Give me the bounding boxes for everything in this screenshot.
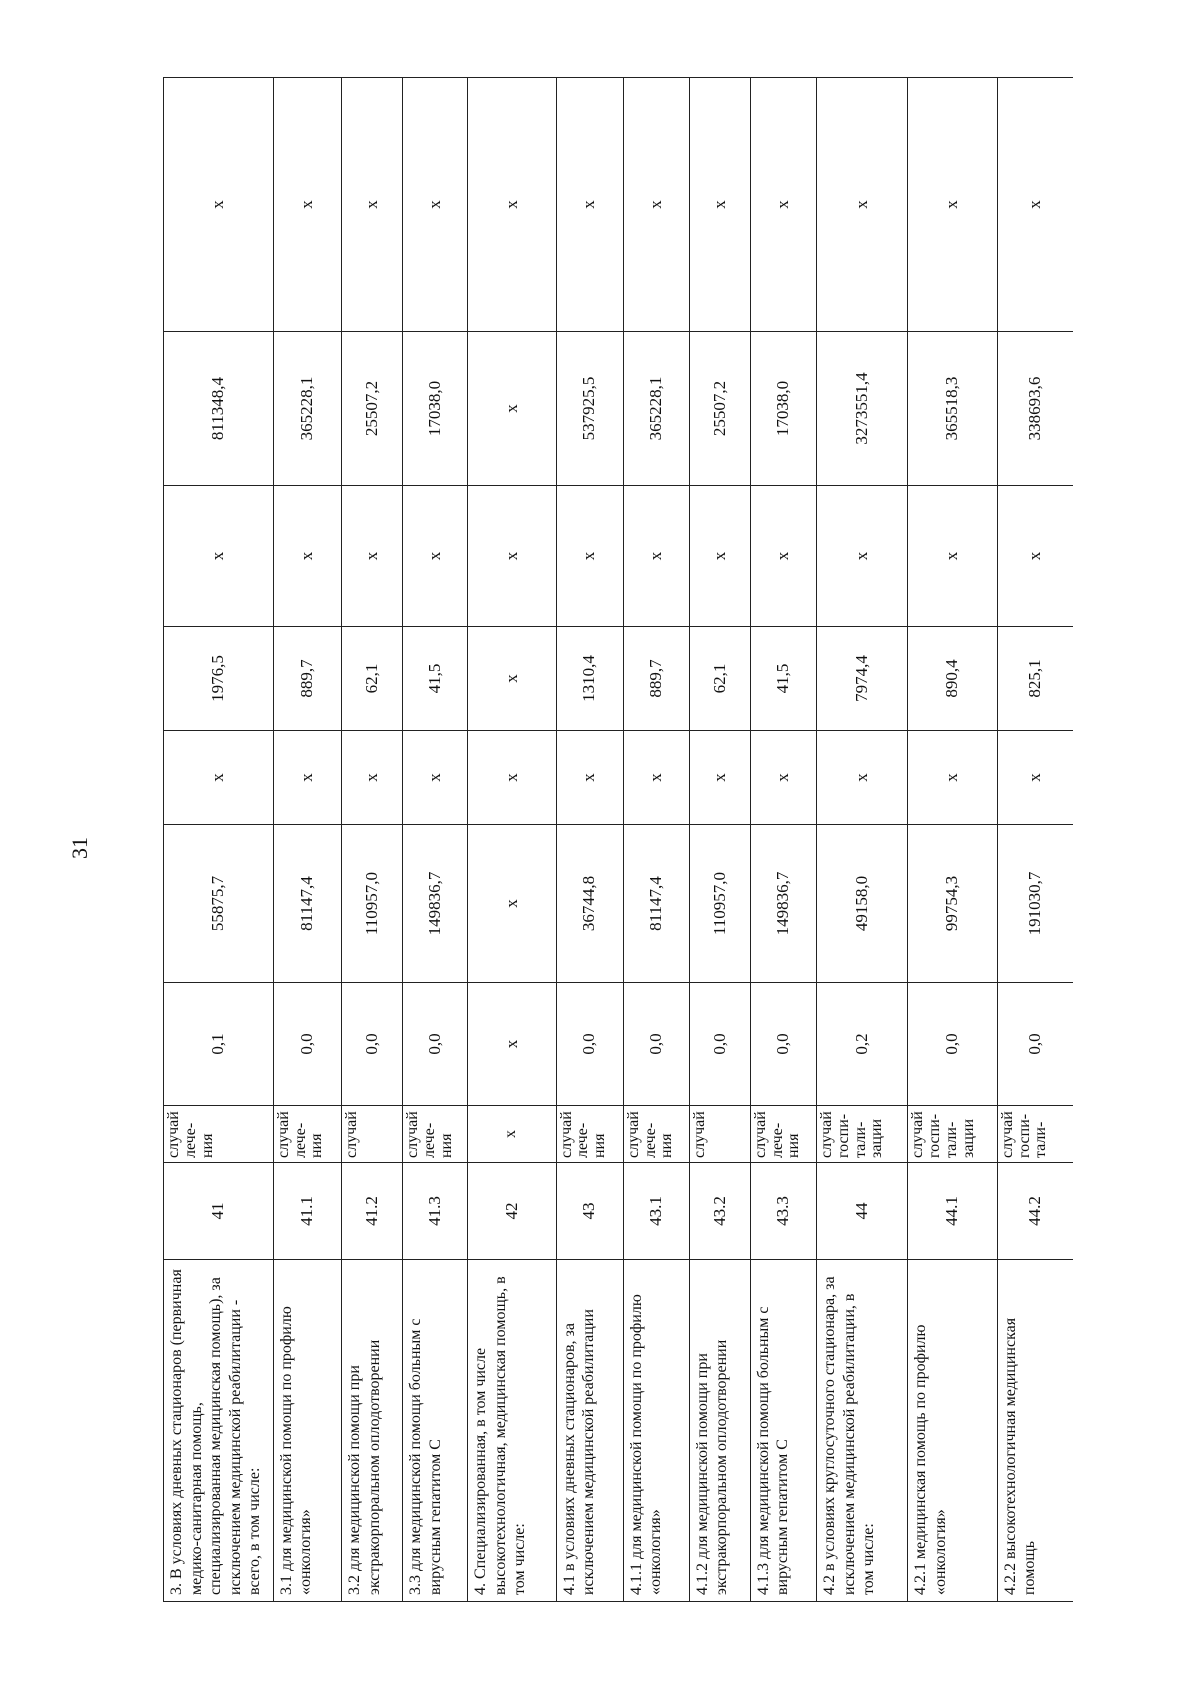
cell-c10: x: [164, 78, 274, 332]
cell-desc: 4.1.1 для медицинской помощи по профилю «онкология»: [623, 1260, 689, 1602]
cell-c10: x: [817, 78, 908, 332]
cell-desc: 4.2.2 высокотехнологичная медицинская помощь: [997, 1260, 1073, 1602]
cell-c8: x: [342, 486, 403, 627]
cell-c6: x: [908, 731, 997, 825]
cell-c4: 0,0: [908, 983, 997, 1106]
cell-c9: 365518,3: [908, 332, 997, 486]
cell-c6: x: [273, 731, 341, 825]
cell-c9: 365228,1: [623, 332, 689, 486]
cell-unit: случай лече-ния: [556, 1106, 623, 1163]
cell-c5: x: [468, 825, 556, 983]
table-row: [623, 78, 689, 1602]
cell-unit: случай лече-ния: [164, 1106, 274, 1163]
cell-c9: 3273551,4: [817, 332, 908, 486]
cell-c7: 62,1: [689, 627, 750, 731]
cell-c4: 0,0: [623, 983, 689, 1106]
cell-c6: x: [164, 731, 274, 825]
cell-desc: 3.2 для медицинской помощи при экстракорпоральном оплодотворении: [342, 1260, 403, 1602]
cell-c7: 1976,5: [164, 627, 274, 731]
cell-c5: 110957,0: [689, 825, 750, 983]
cell-c4: 0,0: [689, 983, 750, 1106]
cell-c8: x: [689, 486, 750, 627]
cell-c5: 99754,3: [908, 825, 997, 983]
cell-desc: 3.1 для медицинской помощи по профилю «онкология»: [273, 1260, 341, 1602]
cell-c5: 36744,8: [556, 825, 623, 983]
cell-unit: случай: [342, 1106, 403, 1163]
cell-c9: 537925,5: [556, 332, 623, 486]
cell-c4: 0,0: [342, 983, 403, 1106]
cell-code: 43: [556, 1163, 623, 1260]
cell-c5: 81147,4: [273, 825, 341, 983]
cell-code: 43.1: [623, 1163, 689, 1260]
cell-c9: 25507,2: [689, 332, 750, 486]
cell-c8: x: [750, 486, 816, 627]
table-row: [468, 78, 556, 1602]
cell-c7: 890,4: [908, 627, 997, 731]
cell-desc: 4.1.3 для медицинской помощи больным с вирусным гепатитом С: [750, 1260, 816, 1602]
cell-code: 41.3: [403, 1163, 468, 1260]
cell-desc: 4.2 в условиях круглосуточного стационара, за исключением медицинской реабилитации, в том числе:: [817, 1260, 908, 1602]
cell-unit: случай лече-ния: [273, 1106, 341, 1163]
cell-c5: 191030,7: [997, 825, 1073, 983]
cell-desc: 4.1 в условиях дневных стационаров, за исключением медицинской реабилитации: [556, 1260, 623, 1602]
cell-c4: 0,0: [750, 983, 816, 1106]
cell-c10: x: [750, 78, 816, 332]
page-number: 31: [67, 837, 92, 859]
cell-c6: x: [997, 731, 1073, 825]
cell-code: 41.1: [273, 1163, 341, 1260]
table-row: [164, 78, 274, 1602]
cell-c7: 1310,4: [556, 627, 623, 731]
table-row: [556, 78, 623, 1602]
data-table: [163, 77, 1073, 1602]
cell-c10: x: [273, 78, 341, 332]
cell-c8: x: [623, 486, 689, 627]
cell-c8: x: [403, 486, 468, 627]
table-row: [997, 78, 1073, 1602]
cell-unit: случай госпи-тали-зации: [908, 1106, 997, 1163]
cell-c10: x: [556, 78, 623, 332]
cell-code: 42: [468, 1163, 556, 1260]
cell-c7: 62,1: [342, 627, 403, 731]
cell-unit: случай лече-ния: [403, 1106, 468, 1163]
cell-unit: случай лече-ния: [750, 1106, 816, 1163]
cell-c9: 811348,4: [164, 332, 274, 486]
cell-c6: x: [623, 731, 689, 825]
cell-c5: 149836,7: [403, 825, 468, 983]
cell-desc: 3. В условиях дневных стационаров (первичная медико-санитарная помощь, специализированная медицинская помощь), за исключением медицинской реабилитации - всего, в том числе:: [164, 1260, 274, 1602]
cell-c10: x: [403, 78, 468, 332]
cell-c10: x: [997, 78, 1073, 332]
cell-code: 44.1: [908, 1163, 997, 1260]
cell-c4: 0,1: [164, 983, 274, 1106]
cell-c5: 49158,0: [817, 825, 908, 983]
cell-c8: x: [273, 486, 341, 627]
cell-c4: 0,2: [817, 983, 908, 1106]
table-row: [817, 78, 908, 1602]
cell-unit: случай лече-ния: [623, 1106, 689, 1163]
cell-c9: 17038,0: [403, 332, 468, 486]
cell-c6: x: [817, 731, 908, 825]
cell-c5: 81147,4: [623, 825, 689, 983]
cell-c6: x: [342, 731, 403, 825]
cell-c8: x: [468, 486, 556, 627]
cell-unit: случай: [689, 1106, 750, 1163]
cell-code: 41: [164, 1163, 274, 1260]
cell-c10: x: [468, 78, 556, 332]
cell-c6: x: [468, 731, 556, 825]
cell-c9: 365228,1: [273, 332, 341, 486]
cell-c7: 825,1: [997, 627, 1073, 731]
cell-c9: 25507,2: [342, 332, 403, 486]
cell-desc: 4.1.2 для медицинской помощи при экстракорпоральном оплодотворении: [689, 1260, 750, 1602]
cell-c7: 41,5: [750, 627, 816, 731]
cell-c4: x: [468, 983, 556, 1106]
cell-code: 41.2: [342, 1163, 403, 1260]
table-row: [689, 78, 750, 1602]
cell-c6: x: [556, 731, 623, 825]
cell-c4: 0,0: [273, 983, 341, 1106]
cell-c8: x: [556, 486, 623, 627]
cell-unit: x: [468, 1106, 556, 1163]
table-row: [273, 78, 341, 1602]
cell-c8: x: [908, 486, 997, 627]
cell-desc: 4. Специализированная, в том числе высокотехнологичная, медицинская помощь, в том числе:: [468, 1260, 556, 1602]
cell-c7: x: [468, 627, 556, 731]
cell-c5: 55875,7: [164, 825, 274, 983]
cell-c5: 110957,0: [342, 825, 403, 983]
cell-code: 43.2: [689, 1163, 750, 1260]
cell-c10: x: [623, 78, 689, 332]
cell-c8: x: [997, 486, 1073, 627]
cell-c10: x: [342, 78, 403, 332]
cell-c7: 889,7: [273, 627, 341, 731]
cell-unit: случай госпи-тали-: [997, 1106, 1073, 1163]
cell-c6: x: [403, 731, 468, 825]
cell-c8: x: [817, 486, 908, 627]
table-row: [908, 78, 997, 1602]
table-row: [750, 78, 816, 1602]
cell-c9: 17038,0: [750, 332, 816, 486]
table-row: [403, 78, 468, 1602]
table-row: [342, 78, 403, 1602]
cell-c8: x: [164, 486, 274, 627]
cell-c6: x: [689, 731, 750, 825]
cell-c10: x: [908, 78, 997, 332]
cell-c10: x: [689, 78, 750, 332]
cell-c4: 0,0: [403, 983, 468, 1106]
cell-c6: x: [750, 731, 816, 825]
cell-c7: 7974,4: [817, 627, 908, 731]
cell-desc: 3.3 для медицинской помощи больным с вирусным гепатитом С: [403, 1260, 468, 1602]
cell-code: 44.2: [997, 1163, 1073, 1260]
cell-c5: 149836,7: [750, 825, 816, 983]
cell-code: 44: [817, 1163, 908, 1260]
cell-code: 43.3: [750, 1163, 816, 1260]
cell-unit: случай госпи-тали-зации: [817, 1106, 908, 1163]
cell-c9: 338693,6: [997, 332, 1073, 486]
cell-c7: 889,7: [623, 627, 689, 731]
cell-c4: 0,0: [556, 983, 623, 1106]
cell-desc: 4.2.1 медицинская помощь по профилю «онкология»: [908, 1260, 997, 1602]
cell-c4: 0,0: [997, 983, 1073, 1106]
cell-c9: x: [468, 332, 556, 486]
rotated-table-container: [163, 78, 1073, 1602]
cell-c7: 41,5: [403, 627, 468, 731]
